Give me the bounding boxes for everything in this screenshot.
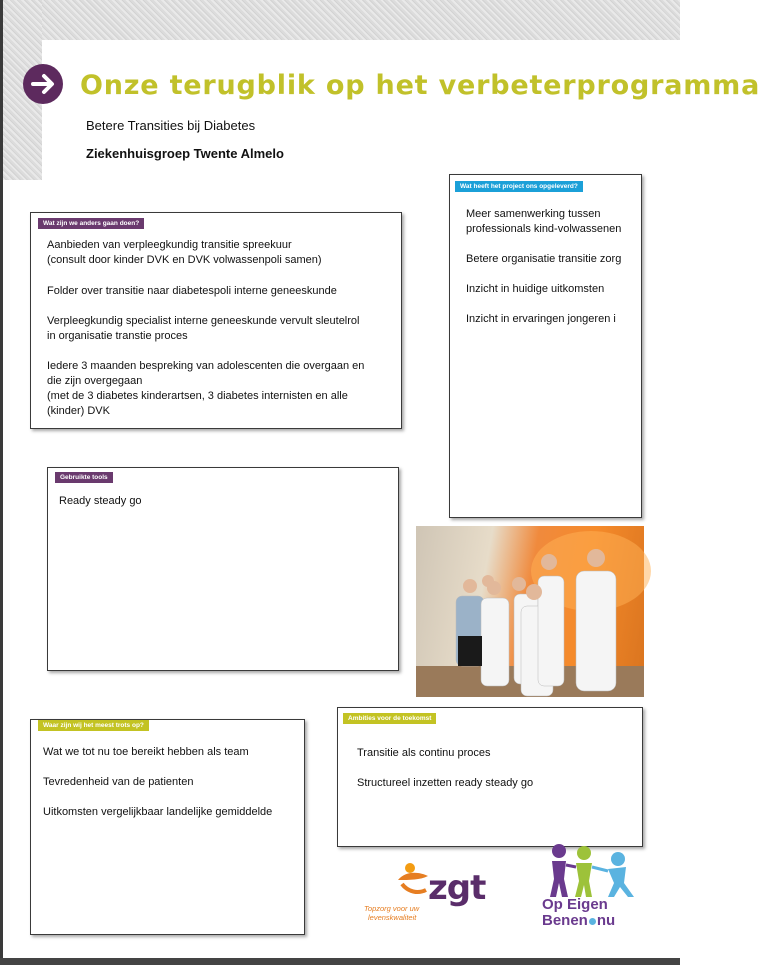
ambitions-item-2: Structureel inzetten ready steady go — [357, 777, 534, 789]
different-item-4-line-3: (met de 3 diabetes kinderartsen, 3 diabetes internisten en alle — [47, 390, 348, 402]
tools-item-1: Ready steady go — [59, 495, 142, 507]
delivered-item-3: Inzicht in huidige uitkomsten — [466, 283, 605, 295]
page-title: Onze terugblik op het verbeterprogramma — [80, 70, 760, 101]
section-delivered-tag: Wat heeft het project ons opgeleverd? — [455, 181, 583, 192]
section-different-tag: Wat zijn we anders gaan doen? — [38, 218, 144, 229]
delivered-item-4: Inzicht in ervaringen jongeren i — [466, 313, 616, 325]
page-bottom-bar — [0, 958, 680, 965]
opeigen-line-2a: Benen — [542, 912, 588, 929]
delivered-item-1-line-2: professionals kind-volwassenen — [466, 223, 622, 235]
different-item-4-line-4: (kinder) DVK — [47, 405, 110, 417]
subtitle: Betere Transities bij Diabetes — [86, 118, 256, 133]
different-item-1-line-1: Aanbieden van verpleegkundig transitie spreekuur — [47, 239, 292, 251]
zgt-tagline-2: levenskwaliteit — [368, 913, 417, 922]
zgt-logo — [362, 860, 492, 930]
ambitions-item-1: Transitie als continu proces — [357, 747, 491, 759]
opeigen-dot-icon — [589, 918, 596, 925]
different-item-3-line-1: Verpleegkundig specialist interne geneeskunde vervult sleutelrol — [47, 315, 360, 327]
opeigen-line-2b: nu — [596, 912, 616, 929]
different-item-4-line-2: die zijn overgegaan — [47, 375, 143, 387]
zgt-tagline-1: Topzorg voor uw — [364, 904, 420, 913]
section-tools-tag: Gebruikte tools — [55, 472, 113, 483]
opeigen-line-1: Op Eigen — [542, 896, 608, 913]
delivered-item-1-line-1: Meer samenwerking tussen — [466, 208, 601, 220]
opeigen-line-2 — [542, 912, 615, 929]
proud-item-2: Tevredenheid van de patienten — [43, 776, 194, 788]
organization: Ziekenhuisgroep Twente Almelo — [86, 146, 284, 161]
op-eigen-benen-logo — [538, 843, 638, 933]
zgt-person-icon — [396, 862, 430, 898]
delivered-item-2: Betere organisatie transitie zorg — [466, 253, 622, 265]
different-item-1-line-2: (consult door kinder DVK en DVK volwassenpoli samen) — [47, 254, 322, 266]
different-item-2-line-1: Folder over transitie naar diabetespoli interne geneeskunde — [47, 285, 337, 297]
proud-item-1: Wat we tot nu toe bereikt hebben als team — [43, 746, 249, 758]
different-item-4-line-1: Iedere 3 maanden bespreking van adolescenten die overgaan en — [47, 360, 365, 372]
page-edge-line — [0, 0, 3, 965]
proud-item-3: Uitkomsten vergelijkbaar landelijke gemiddelde — [43, 806, 273, 818]
header-texture — [0, 0, 680, 40]
people-figures-icon — [542, 843, 638, 899]
team-photo — [416, 526, 644, 697]
section-ambitions-tag: Ambities voor de toekomst — [343, 713, 436, 724]
different-item-3-line-2: in organisatie transtie proces — [47, 330, 188, 342]
section-proud-tag: Waar zijn wij het meest trots op? — [38, 720, 149, 731]
arrow-right-icon — [23, 64, 63, 104]
zgt-wordmark: zgt — [428, 868, 486, 908]
